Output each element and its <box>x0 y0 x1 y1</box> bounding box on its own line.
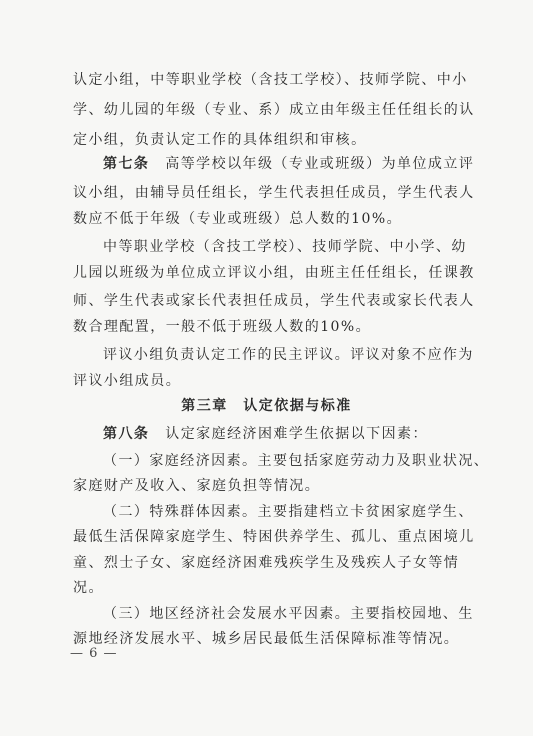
text-line: 童、烈士子女、家庭经济困难残疾学生及残疾人子女等情 <box>73 555 460 571</box>
text-line: （一）家庭经济因素。主要包括家庭劳动力及职业状况、 <box>103 453 490 469</box>
article-8-text: 认定家庭经济困难学生依据以下因素： <box>165 426 428 442</box>
article-8-line <box>103 424 473 444</box>
text-line: 中等职业学校（含技工学校）、技师学院、中小学、幼 <box>103 239 467 255</box>
article-7-text: 高等学校以年级（专业或班级）为单位成立评 <box>165 156 475 172</box>
text-line: 数应不低于年级（专业或班级）总人数的10%。 <box>73 211 403 227</box>
text-line: 评议小组负责认定工作的民主评议。评议对象不应作为 <box>103 347 474 363</box>
article-7-first-line <box>103 154 473 174</box>
text-line: 况。 <box>73 580 104 596</box>
text-line: 评议小组成员。 <box>73 373 182 389</box>
text-line: 师、学生代表或家长代表担任成员，学生代表或家长代表人 <box>73 293 475 309</box>
text-line: 数合理配置，一般不低于班级人数的10%。 <box>73 319 372 335</box>
text-line: 儿园以班级为单位成立评议小组，由班主任任组长，任课教 <box>73 265 475 281</box>
text-line: （二）特殊群体因素。主要指建档立卡贫困家庭学生、 <box>103 504 474 520</box>
text-line: 议小组，由辅导员任组长，学生代表担任成员，学生代表人 <box>73 185 475 201</box>
text-line: 认定小组，中等职业学校（含技工学校）、技师学院、中小 <box>73 72 468 88</box>
article-7-label: 第七条 <box>103 156 150 172</box>
text-line: 家庭财产及收入、家庭负担等情况。 <box>73 478 321 494</box>
text-line: 最低生活保障家庭学生、特困供养学生、孤儿、重点困境儿 <box>73 529 475 545</box>
text-line: （三）地区经济社会发展水平因素。主要指校园地、生 <box>103 606 474 622</box>
article-8-label: 第八条 <box>103 426 150 442</box>
text-line: 定小组，负责认定工作的具体组织和审核。 <box>73 132 367 148</box>
page-number: — 6 — <box>70 646 118 661</box>
text-line: 学、幼儿园的年级（专业、系）成立由年级主任任组长的认 <box>73 102 475 118</box>
text-line: 源地经济发展水平、城乡居民最低生活保障标准等情况。 <box>73 631 460 647</box>
chapter-heading: 第三章 认定依据与标准 <box>181 398 352 414</box>
